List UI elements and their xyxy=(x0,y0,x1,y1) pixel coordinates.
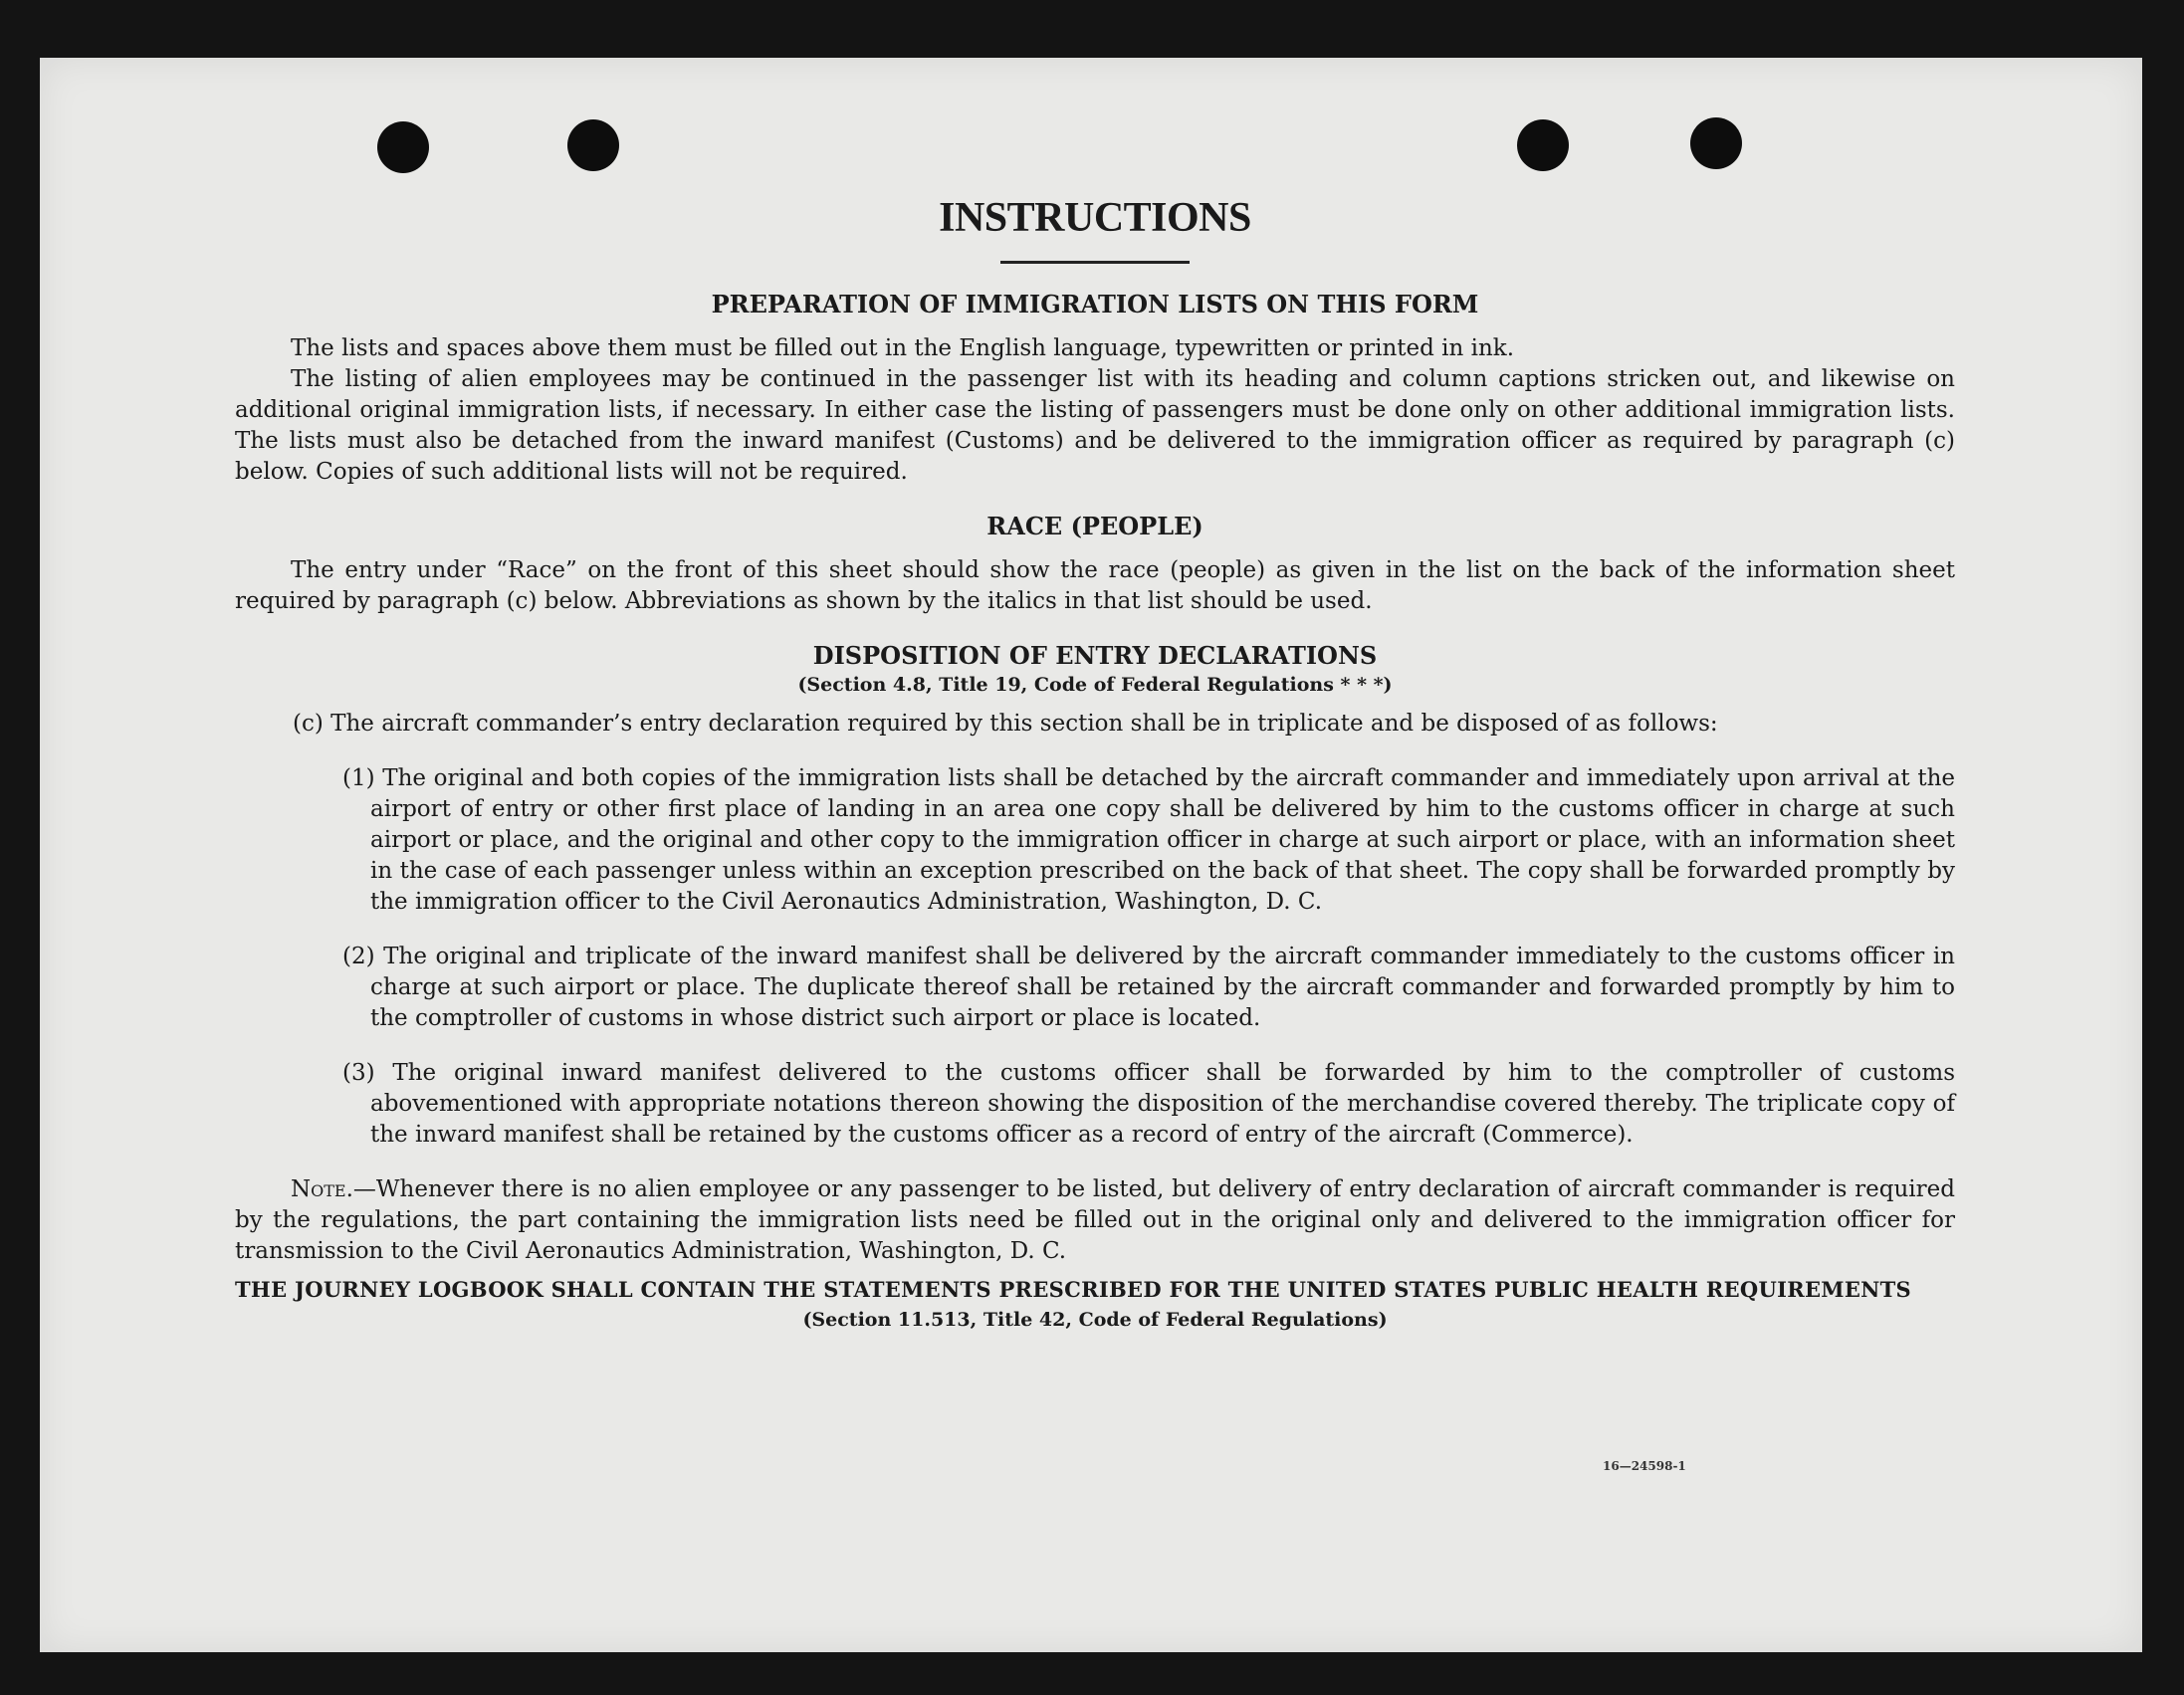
section-heading-disposition: DISPOSITION OF ENTRY DECLARATIONS xyxy=(812,641,1378,670)
note-paragraph xyxy=(235,1174,1955,1267)
section-heading-preparation: PREPARATION OF IMMIGRATION LISTS ON THIS FORM xyxy=(711,290,1479,318)
note-lead: Note. xyxy=(291,1176,353,1202)
title-underline xyxy=(1000,261,1190,264)
list-item: (2) The original and triplicate of the inward manifest shall be delivered by the aircraft commander immediately to the customs officer in charge at such airport or place. The duplicate thereof shall be retained by the aircraft commander and forwarded promptly by him to the comptroller of customs in whose district such airport or place is located. xyxy=(342,944,1955,1031)
note-text: —Whenever there is no alien employee or any passenger to be listed, but delivery of entry declaration of aircraft commander is required by the regulations, the part containing the immigration lists need be filled out in the original only and delivered to the immigration officer for transmission to the Civil Aeronautics Administration, Washington, D. C. xyxy=(235,1176,1955,1264)
section-citation: (Section 4.8, Title 19, Code of Federal Regulations * * *) xyxy=(797,674,1393,696)
paragraph: The entry under “Race” on the front of this sheet should show the race (people) as given in the list on the back of the information sheet required by paragraph (c) below. Abbreviations as shown by the italics in that list should be used. xyxy=(235,557,1955,614)
paragraph: The lists and spaces above them must be filled out in the English language, typewritten or printed in ink. xyxy=(291,335,1515,361)
form-number: 16—24598-1 xyxy=(1603,1459,1686,1473)
document-page xyxy=(40,58,2142,1652)
footer-statement: THE JOURNEY LOGBOOK SHALL CONTAIN THE STATEMENTS PRESCRIBED FOR THE UNITED STATES PUBLIC HEALTH REQUIREMENTS xyxy=(235,1277,1912,1302)
list-item: (3) The original inward manifest delivered to the customs officer shall be forwarded by him to the comptroller of customs abovementioned with appropriate notations thereon showing the disposition of the merchandise covered thereby. The triplicate copy of the inward manifest shall be retained by the customs officer as a record of entry of the aircraft (Commerce). xyxy=(342,1060,1955,1148)
paragraph-intro: (c) The aircraft commander’s entry declaration required by this section shall be in triplicate and be disposed of as follows: xyxy=(293,711,1718,737)
paragraph: The listing of alien employees may be continued in the passenger list with its heading and column captions stricken out, and likewise on additional original immigration lists, if necessary. In either case the listing of passengers must be done only on other additional immigration lists. The lists must also be detached from the inward manifest (Customs) and be delivered to the immigration officer as required by paragraph (c) below. Copies of such additional lists will not be required. xyxy=(235,366,1955,485)
page-title: INSTRUCTIONS xyxy=(939,195,1251,241)
section-heading-race: RACE (PEOPLE) xyxy=(986,512,1203,540)
list-item: (1) The original and both copies of the immigration lists shall be detached by the aircraft commander and immediately upon arrival at the airport of entry or other first place of landing in an area one copy shall be delivered by him to the customs officer in charge at such airport or place, and the original and other copy to the immigration officer in charge at such airport or place, with an information sheet in the case of each passenger unless within an exception prescribed on the back of that sheet. The copy shall be forwarded promptly by the immigration officer to the Civil Aeronautics Administration, Washington, D. C. xyxy=(342,765,1955,915)
instructions-body xyxy=(235,137,1955,1333)
footer-citation: (Section 11.513, Title 42, Code of Federal Regulations) xyxy=(802,1309,1388,1331)
